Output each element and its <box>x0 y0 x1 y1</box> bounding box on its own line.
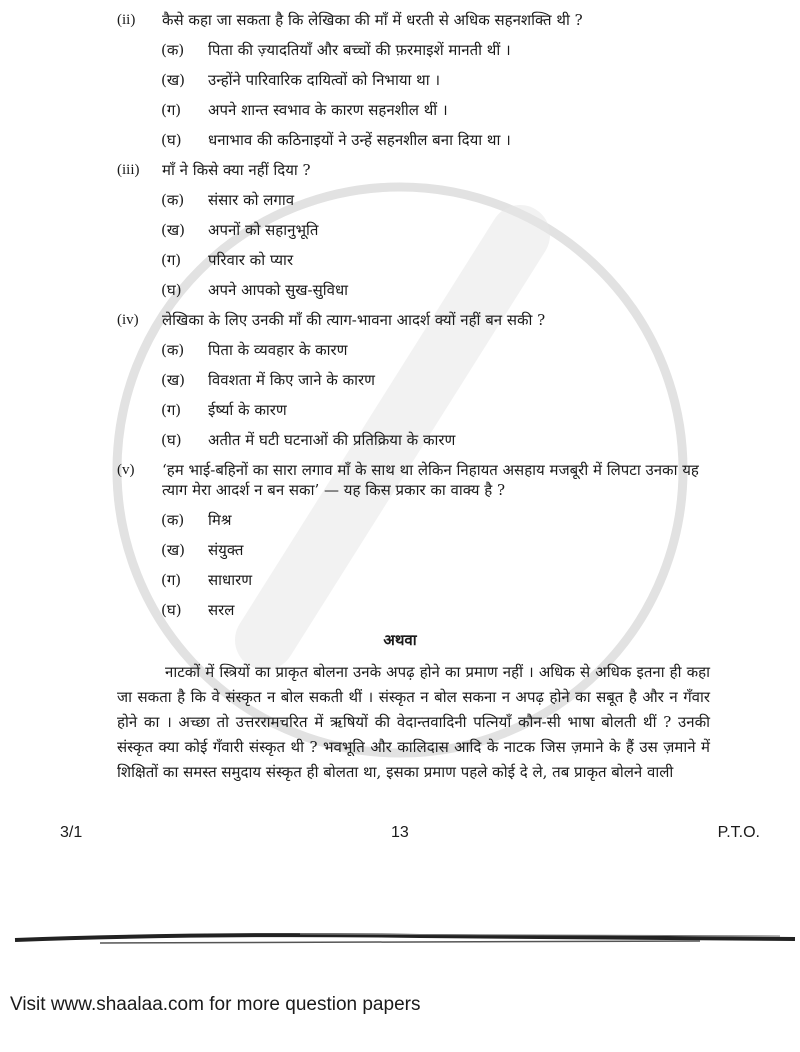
option <box>161 70 700 90</box>
question-text: माँ ने किसे क्या नहीं दिया ? <box>162 161 311 179</box>
passage-line: नाटकों में स्त्रियों का प्राकृत बोलना उनके अपढ़ होने का प्रमाण नहीं । अधिक से <box>165 663 591 681</box>
option-text: संसार को लगाव <box>208 191 295 209</box>
option <box>161 250 700 270</box>
page-footer <box>0 823 800 843</box>
option <box>161 510 700 530</box>
question-text-block <box>162 460 700 500</box>
question-text: कैसे कहा जा सकता है कि लेखिका की माँ में धरती से अधिक सहनशक्ति थी ? <box>162 11 583 29</box>
passage <box>117 660 710 785</box>
option-label: (ग) <box>161 251 182 269</box>
passage-line: थी ? भवभूति और कालिदास आदि के नाटक जिस ज़माने के हैं उस ज़माने में शिक्षितों का <box>117 738 710 781</box>
option-text: पिता की ज़्यादतियाँ और बच्चों की फ़रमाइशें मानती थीं । <box>208 41 511 59</box>
question-ii <box>117 10 700 30</box>
passage-line: अधिक इतना ही कहा जा सकता है कि वे संस्कृत न बोल सकती थीं । संस्कृत न बोल <box>117 663 710 706</box>
passage-line: समस्त समुदाय संस्कृत ही बोलता था, इसका प्रमाण पहले कोई दे ले, तब प्राकृत बोलने वाली <box>183 763 674 781</box>
visit-website-text: Visit www.shaalaa.com for more question papers <box>10 994 421 1015</box>
question-number: (v) <box>117 462 135 478</box>
option-label: (ख) <box>161 371 185 389</box>
passage-line: की वेदान्तवादिनी पत्नियाँ कौन-सी भाषा बोलती थीं ? उनकी संस्कृत क्या कोई गँवारी संस्कृत <box>117 713 710 756</box>
option-text: अपने आपको सुख-सुविधा <box>208 281 349 299</box>
page-number: 13 <box>391 824 409 841</box>
option <box>161 400 700 420</box>
scan-edge-line <box>0 923 800 953</box>
pto-label: P.T.O. <box>717 824 760 841</box>
option-text: पिता के व्यवहार के कारण <box>208 341 348 359</box>
option-text: सरल <box>208 601 235 619</box>
question-number: (ii) <box>117 12 136 28</box>
option <box>161 100 700 120</box>
option-label: (क) <box>161 191 185 209</box>
option-label: (ख) <box>161 221 185 239</box>
option-label: (ग) <box>161 401 182 419</box>
option <box>161 570 700 590</box>
question-iii <box>117 160 700 180</box>
option-text: अपने शान्त स्वभाव के कारण सहनशील थीं । <box>208 101 448 119</box>
option-label: (ग) <box>161 571 182 589</box>
option-label: (ख) <box>161 71 185 89</box>
question-v <box>117 460 700 500</box>
option <box>161 280 700 300</box>
option-text: विवशता में किए जाने के कारण <box>208 371 375 389</box>
question-iv <box>117 310 700 330</box>
option <box>161 190 700 210</box>
option-label: (घ) <box>161 131 182 149</box>
option <box>161 370 700 390</box>
option <box>161 430 700 450</box>
option-text: साधारण <box>208 571 253 589</box>
option-text: अतीत में घटी घटनाओं की प्रतिक्रिया के कारण <box>208 431 456 449</box>
option-label: (ख) <box>161 541 185 559</box>
question-text-continued: उनका यह त्याग मेरा आदर्श न बन सका’ — यह किस प्रकार का वाक्य है ? <box>162 461 699 499</box>
option-text: धनाभाव की कठिनाइयों ने उन्हें सहनशील बना दिया था । <box>208 131 511 149</box>
paper-code: 3/1 <box>60 824 83 841</box>
option <box>161 540 700 560</box>
option-text: मिश्र <box>208 511 232 529</box>
option-label: (घ) <box>161 281 182 299</box>
option-text: परिवार को प्यार <box>208 251 294 269</box>
option <box>161 220 700 240</box>
option-text: संयुक्त <box>208 541 244 559</box>
question-number: (iii) <box>117 162 140 178</box>
question-text: लेखिका के लिए उनकी माँ की त्याग-भावना आदर्श क्यों नहीं बन सकी ? <box>162 311 546 329</box>
option-label: (घ) <box>161 431 182 449</box>
option-label: (घ) <box>161 601 182 619</box>
option-label: (क) <box>161 511 185 529</box>
question-text: ‘हम भाई-बहिनों का सारा लगाव माँ के साथ था लेकिन निहायत असहाय मजबूरी में लिपटा <box>162 461 641 479</box>
question-number: (iv) <box>117 312 139 328</box>
option-label: (क) <box>161 341 185 359</box>
passage-line: सकना न अपढ़ होने का सबूत है और न गँवार होने का । अच्छा तो उत्तररामचरित में ऋषियों <box>117 688 710 731</box>
option-label: (क) <box>161 41 185 59</box>
option <box>161 40 700 60</box>
option-label: (ग) <box>161 101 182 119</box>
option <box>161 130 700 150</box>
option-text: अपनों को सहानुभूति <box>208 221 319 239</box>
or-heading: अथवा <box>383 631 417 649</box>
option-text: उन्होंने पारिवारिक दायित्वों को निभाया था । <box>208 71 441 89</box>
option <box>161 340 700 360</box>
option <box>161 600 700 620</box>
option-text: ईर्ष्या के कारण <box>208 401 287 419</box>
